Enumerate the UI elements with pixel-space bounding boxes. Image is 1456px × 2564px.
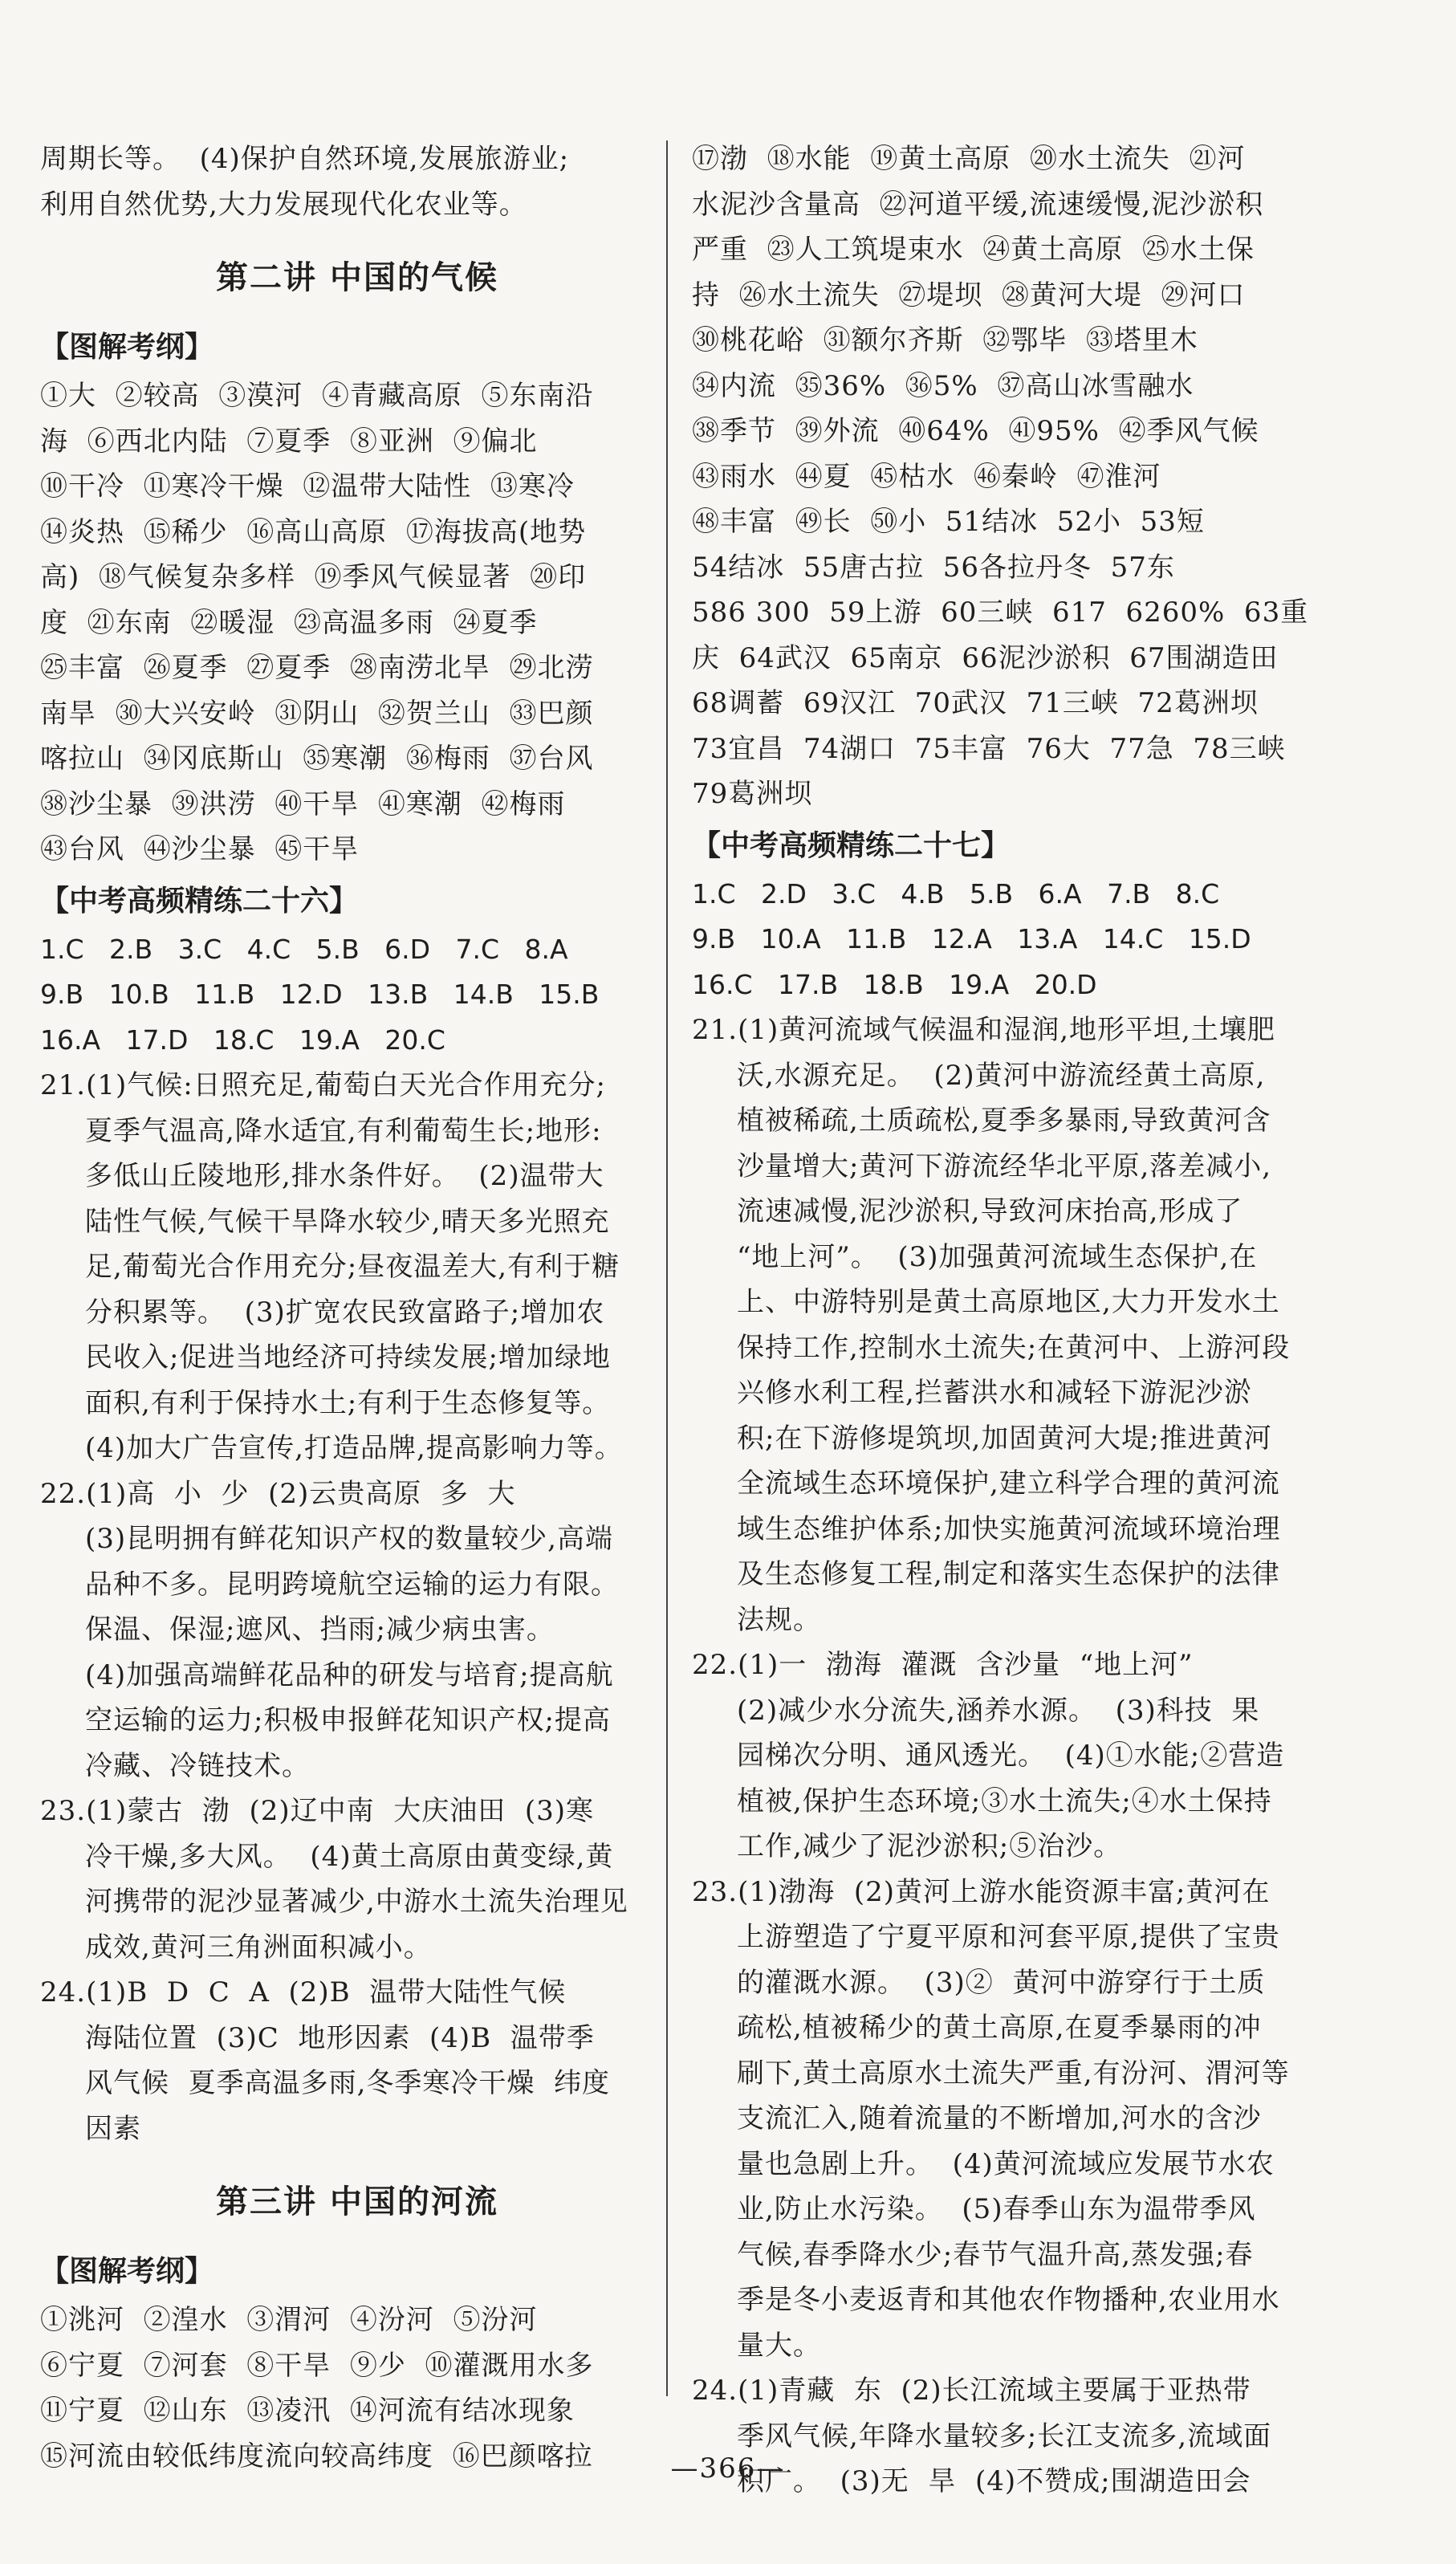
text-line: 高) ⑱气候复杂多样 ⑲季风气候显著 ⑳印 bbox=[40, 561, 587, 593]
question-22-answer bbox=[40, 1471, 674, 1789]
text-line: 73宜昌 74湖口 75丰富 76大 77急 78三峡 bbox=[692, 732, 1286, 765]
text-line: ⑥宁夏 ⑦河套 ⑧干旱 ⑨少 ⑩灌溉用水多 bbox=[40, 2349, 594, 2382]
text-line: 面积,有利于保持水土;有利于生态修复等。 bbox=[85, 1386, 611, 1419]
answer-row: 1.C 2.D 3.C 4.B 5.B 6.A 7.B 8.C bbox=[692, 877, 1220, 910]
text-line: ⑩干冷 ⑪寒冷干燥 ⑫温带大陆性 ⑬寒冷 bbox=[40, 470, 575, 503]
text-line: 海陆位置 (3)C 地形因素 (4)B 温带季 bbox=[85, 2021, 595, 2054]
text-line: 23.(1)蒙古 渤 (2)辽中南 大庆油田 (3)寒 bbox=[40, 1795, 595, 1827]
question-21-answer-right bbox=[692, 1007, 1326, 1642]
text-line: 水泥沙含量高 ㉒河道平缓,流速缓慢,泥沙淤积 bbox=[692, 188, 1264, 221]
question-22-answer-right bbox=[692, 1642, 1326, 1870]
text-line: 21.(1)黄河流域气候温和湿润,地形平坦,土壤肥 bbox=[692, 1014, 1275, 1046]
text-line: ⑰渤 ⑱水能 ⑲黄土高原 ⑳水土流失 ㉑河 bbox=[692, 143, 1246, 175]
text-line: 分积累等。 (3)扩宽农民致富路子;增加农 bbox=[85, 1296, 605, 1329]
text-line: (3)昆明拥有鲜花知识产权的数量较少,高端 bbox=[85, 1523, 613, 1555]
text-line: (4)加大广告宣传,打造品牌,提高影响力等。 bbox=[85, 1432, 623, 1464]
question-23-answer-right bbox=[692, 1870, 1326, 2369]
question-21-answer bbox=[40, 1063, 674, 1471]
text-line: 夏季气温高,降水适宜,有利葡萄生长;地形: bbox=[85, 1114, 602, 1147]
text-line: 成效,黄河三角洲面积减小。 bbox=[85, 1931, 432, 1964]
lecture-3-title: 第三讲 中国的河流 bbox=[216, 2183, 498, 2220]
text-line: 庆 64武汉 65南京 66泥沙淤积 67围湖造田 bbox=[692, 641, 1279, 674]
text-line: 刷下,黄土高原水土流失严重,有汾河、渭河等 bbox=[737, 2057, 1290, 2090]
text-line: 保持工作,控制水土流失;在黄河中、上游河段 bbox=[737, 1331, 1291, 1364]
text-line: 全流域生态环境保护,建立科学合理的黄河流 bbox=[737, 1467, 1280, 1500]
text-line: 民收入;促进当地经济可持续发展;增加绿地 bbox=[85, 1341, 611, 1374]
text-line: ㊸台风 ㊹沙尘暴 ㊺干旱 bbox=[40, 833, 360, 865]
text-line: 利用自然优势,大力发展现代化农业等。 bbox=[40, 188, 527, 221]
text-line: 河携带的泥沙显著减少,中游水土流失治理见 bbox=[85, 1886, 628, 1918]
text-line: 园梯次分明、通风透光。 (4)①水能;②营造 bbox=[737, 1740, 1285, 1772]
section-heading-tujie-kaogang-2: 【图解考纲】 bbox=[40, 2255, 214, 2288]
text-line: 积广。 (3)无 旱 (4)不赞成;围湖造田会 bbox=[737, 2465, 1251, 2497]
section-heading-tujie-kaogang: 【图解考纲】 bbox=[40, 331, 214, 364]
text-line: 及生态修复工程,制定和落实生态保护的法律 bbox=[737, 1558, 1280, 1590]
left-column bbox=[40, 136, 674, 2479]
question-24-answer bbox=[40, 1970, 674, 2151]
text-line: 因素 bbox=[85, 2112, 141, 2145]
text-line: 品种不多。昆明跨境航空运输的运力有限。 bbox=[85, 1568, 619, 1601]
text-line: 22.(1)一 渤海 灌溉 含沙量 “地上河” bbox=[692, 1649, 1194, 1681]
text-line: 季风气候,年降水量较多;长江支流多,流域面 bbox=[737, 2420, 1272, 2452]
text-line: 冷干燥,多大风。 (4)黄土高原由黄变绿,黄 bbox=[85, 1840, 614, 1873]
text-line: ㉞内流 ㉟36% ㊱5% ㊲高山冰雪融水 bbox=[692, 369, 1194, 402]
answer-row: 16.A 17.D 18.C 19.A 20.C bbox=[40, 1024, 445, 1056]
text-line: ㊳季节 ㊴外流 ㊵64% ㊶95% ㊷季风气候 bbox=[692, 415, 1259, 447]
text-line: 海 ⑥西北内陆 ⑦夏季 ⑧亚洲 ⑨偏北 bbox=[40, 425, 538, 458]
text-line: 上游塑造了宁夏平原和河套平原,提供了宝贵 bbox=[737, 1921, 1280, 1953]
text-line: 积;在下游修堤筑坝,加固黄河大堤;推进黄河 bbox=[737, 1422, 1272, 1455]
text-line: 量也急剧上升。 (4)黄河流域应发展节水农 bbox=[737, 2147, 1275, 2180]
text-line: 54结冰 55唐古拉 56各拉丹冬 57东 bbox=[692, 551, 1175, 584]
text-line: 24.(1)青藏 东 (2)长江流域主要属于亚热带 bbox=[692, 2375, 1251, 2407]
text-line: 多低山丘陵地形,排水条件好。 (2)温带大 bbox=[85, 1160, 604, 1192]
text-line: 沃,水源充足。 (2)黄河中游流经黄土高原, bbox=[737, 1059, 1266, 1092]
text-line: 度 ㉑东南 ㉒暖湿 ㉓高温多雨 ㉔夏季 bbox=[40, 606, 538, 639]
text-line: (2)减少水分流失,涵养水源。 (3)科技 果 bbox=[737, 1694, 1260, 1727]
text-line: ①洮河 ②湟水 ③渭河 ④汾河 ⑤汾河 bbox=[40, 2304, 538, 2336]
right-column bbox=[692, 136, 1326, 2505]
text-line: 风气候 夏季高温多雨,冬季寒冷干燥 纬度 bbox=[85, 2067, 611, 2099]
answer-row: 9.B 10.B 11.B 12.D 13.B 14.B 15.B bbox=[40, 979, 600, 1010]
text-line: 22.(1)高 小 少 (2)云贵高原 多 大 bbox=[40, 1477, 516, 1510]
river-key-points-continued bbox=[692, 136, 1326, 817]
text-line: ㉚桃花峪 ㉛额尔齐斯 ㉜鄂毕 ㉝塔里木 bbox=[692, 324, 1198, 356]
text-line: 24.(1)B D C A (2)B 温带大陆性气候 bbox=[40, 1976, 567, 2008]
choice-answers-27 bbox=[692, 872, 1326, 1008]
page-number: —366— bbox=[670, 2452, 786, 2485]
text-line: 足,葡萄光合作用充分;昼夜温差大,有利于糖 bbox=[85, 1251, 620, 1283]
text-line: ㉕丰富 ㉖夏季 ㉗夏季 ㉘南涝北旱 ㉙北涝 bbox=[40, 652, 594, 684]
text-line: ①大 ②较高 ③漠河 ④青藏高原 ⑤东南沿 bbox=[40, 380, 594, 412]
text-line: ㊸雨水 ㊹夏 ㊺枯水 ㊻秦岭 ㊼淮河 bbox=[692, 460, 1161, 493]
text-line: 气候,春季降水少;春节气温升高,蒸发强;春 bbox=[737, 2238, 1254, 2271]
text-line: 季是冬小麦返青和其他农作物播种,农业用水 bbox=[737, 2284, 1280, 2316]
text-line: 沙量增大;黄河下游流经华北平原,落差减小, bbox=[737, 1150, 1272, 1182]
text-line: 21.(1)气候:日照充足,葡萄白天光合作用充分; bbox=[40, 1069, 606, 1101]
text-line: 冷藏、冷链技术。 bbox=[85, 1749, 310, 1782]
text-line: 兴修水利工程,拦蓄洪水和减轻下游泥沙淤 bbox=[737, 1377, 1252, 1409]
text-line: 586 300 59上游 60三峡 617 6260% 63重 bbox=[692, 596, 1309, 629]
intro-text bbox=[40, 136, 674, 227]
answer-row: 1.C 2.B 3.C 4.C 5.B 6.D 7.C 8.A bbox=[40, 933, 568, 965]
text-line: 支流汇入,随着流量的不断增加,河水的含沙 bbox=[737, 2102, 1262, 2135]
text-line: 流速减慢,泥沙淤积,导致河床抬高,形成了 bbox=[737, 1195, 1243, 1227]
text-line: 的灌溉水源。 (3)② 黄河中游穿行于土质 bbox=[737, 1966, 1266, 1999]
answer-row: 16.C 17.B 18.B 19.A 20.D bbox=[692, 968, 1097, 1000]
text-line: 上、中游特别是黄土高原地区,大力开发水土 bbox=[737, 1286, 1280, 1318]
text-line: 68调蓄 69汉江 70武汉 71三峡 72葛洲坝 bbox=[692, 687, 1259, 719]
climate-key-points bbox=[40, 373, 674, 873]
section-heading-practice-26: 【中考高频精练二十六】 bbox=[40, 884, 359, 918]
answer-row: 9.B 10.A 11.B 12.A 13.A 14.C 15.D bbox=[692, 923, 1251, 954]
text-line: 空运输的运力;积极申报鲜花知识产权;提高 bbox=[85, 1704, 611, 1736]
lecture-2-title: 第二讲 中国的气候 bbox=[216, 259, 498, 296]
text-line: 量大。 bbox=[737, 2329, 821, 2362]
text-line: ㊽丰富 ㊾长 ㊿小 51结冰 52小 53短 bbox=[692, 506, 1205, 538]
text-line: ⑪宁夏 ⑫山东 ⑬凌汛 ⑭河流有结冰现象 bbox=[40, 2395, 575, 2427]
text-line: “地上河”。 (3)加强黄河流域生态保护,在 bbox=[737, 1240, 1258, 1273]
question-23-answer bbox=[40, 1789, 674, 1970]
text-line: 南旱 ㉚大兴安岭 ㉛阴山 ㉜贺兰山 ㉝巴颜 bbox=[40, 697, 594, 730]
choice-answers-26 bbox=[40, 927, 674, 1064]
text-line: ⑮河流由较低纬度流向较高纬度 ⑯巴颜喀拉 bbox=[40, 2440, 593, 2472]
text-line: 工作,减少了泥沙淤积;⑤治沙。 bbox=[737, 1830, 1122, 1862]
text-line: 23.(1)渤海 (2)黄河上游水能资源丰富;黄河在 bbox=[692, 1875, 1271, 1908]
text-line: 植被,保护生态环境;③水土流失;④水土保持 bbox=[737, 1785, 1272, 1817]
text-line: 周期长等。 (4)保护自然环境,发展旅游业; bbox=[40, 143, 570, 175]
text-line: 喀拉山 ㉞冈底斯山 ㉟寒潮 ㊱梅雨 ㊲台风 bbox=[40, 743, 594, 775]
text-line: 域生态维护体系;加快实施黄河流域环境治理 bbox=[737, 1512, 1281, 1545]
text-line: 持 ㉖水土流失 ㉗堤坝 ㉘黄河大堤 ㉙河口 bbox=[692, 279, 1246, 311]
text-line: 保温、保湿;遮风、挡雨;减少病虫害。 bbox=[85, 1614, 555, 1646]
text-line: 业,防止水污染。 (5)春季山东为温带季风 bbox=[737, 2193, 1256, 2225]
text-line: ⑭炎热 ⑮稀少 ⑯高山高原 ⑰海拔高(地势 bbox=[40, 515, 587, 548]
text-line: 严重 ㉓人工筑堤束水 ㉔黄土高原 ㉕水土保 bbox=[692, 234, 1255, 266]
text-line: (4)加强高端鲜花品种的研发与培育;提高航 bbox=[85, 1658, 614, 1691]
text-line: 陆性气候,气候干旱降水较少,晴天多光照充 bbox=[85, 1205, 610, 1238]
text-line: 法规。 bbox=[737, 1603, 821, 1636]
text-line: 79葛洲坝 bbox=[692, 778, 813, 810]
text-line: 疏松,植被稀少的黄土高原,在夏季暴雨的冲 bbox=[737, 2012, 1262, 2044]
text-line: ㊳沙尘暴 ㊴洪涝 ㊵干旱 ㊶寒潮 ㊷梅雨 bbox=[40, 788, 566, 820]
section-heading-practice-27: 【中考高频精练二十七】 bbox=[692, 828, 1011, 862]
text-line: 植被稀疏,土质疏松,夏季多暴雨,导致黄河含 bbox=[737, 1105, 1271, 1137]
